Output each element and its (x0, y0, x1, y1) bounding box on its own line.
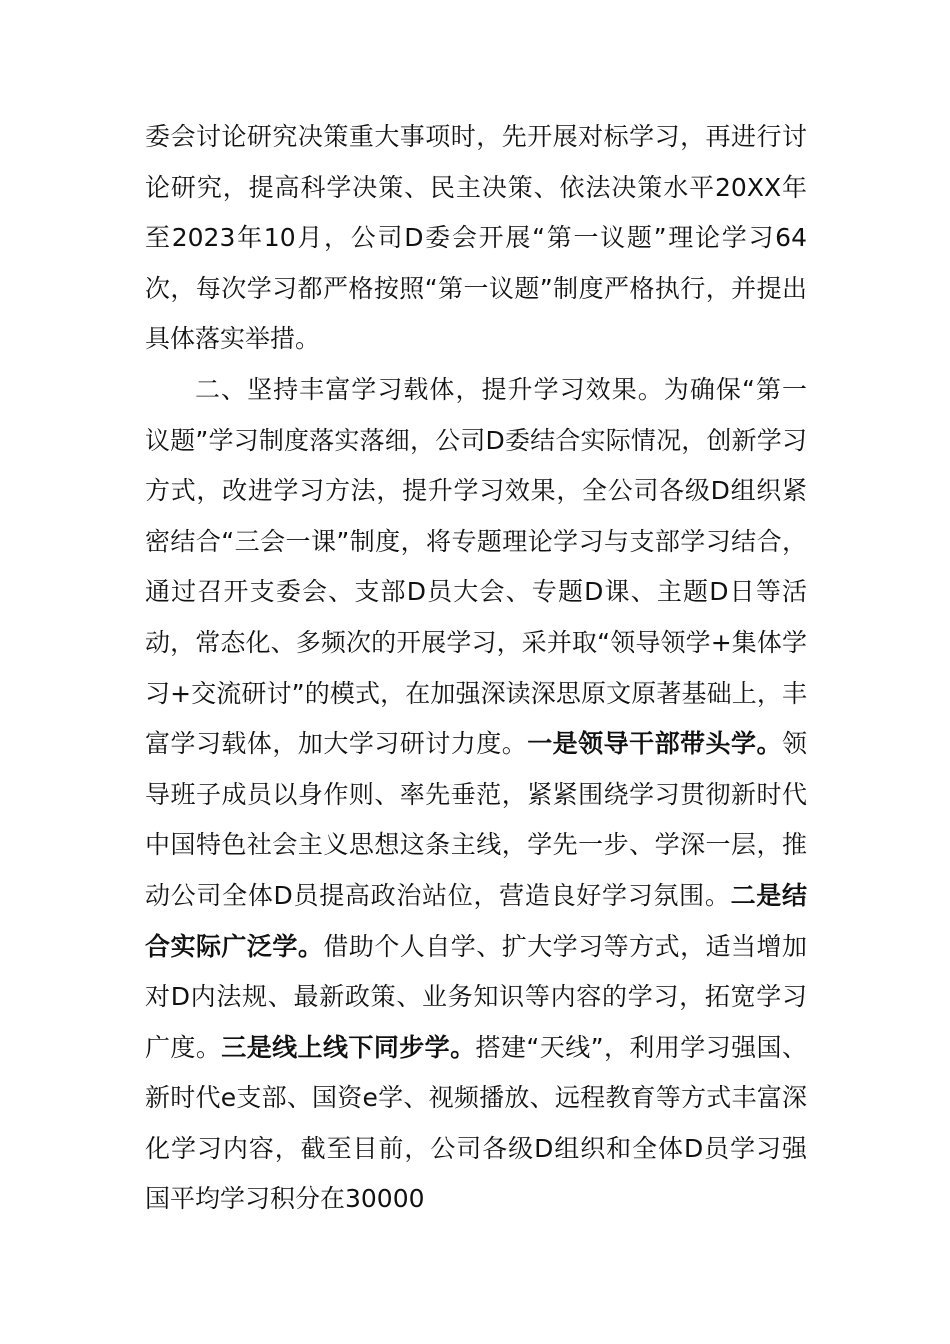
heading-online-offline-learn: 三是线上线下同步学。 (221, 1032, 476, 1062)
heading-leaders-learn: 一是领导干部带头学。 (527, 729, 782, 759)
paragraph-1 (145, 112, 807, 365)
paragraph-2-practical-text: 借助个人自学、扩大学习等方式，适当增加对D内法规、最新政策、业务知识等内容的学习，拓宽学习广度。 (145, 931, 807, 1062)
paragraph-2-intro: 二、坚持丰富学习载体，提升学习效果。为确保“第一议题”学习制度落实落细，公司D委结合实际情况，创新学习方式，改进学习方法，提升学习效果，全公司各级D组织紧密结合“三会一课”制度，将专题理论学习与支部学习结合，通过召开支委会、支部D员大会、专题D课、主题D日等活动，常态化、多频次的开展学习，采并取“领导领学+集体学习+交流研讨”的模式，在加强深读深思原文原著基础上，丰富学习载体，加大学习研讨力度。 (145, 374, 807, 759)
paragraph-2 (145, 365, 807, 1225)
document-page (145, 112, 807, 1225)
paragraph-2-leaders-text: 领导班子成员以身作则、率先垂范，紧紧围绕学习贯彻新时代中国特色社会主义思想这条主线，学先一步、学深一层，推动公司全体D员提高政治站位，营造良好学习氛围。 (145, 729, 807, 910)
paragraph-2-online-text: 搭建“天线”，利用学习强国、新时代e支部、国资e学、视频播放、远程教育等方式丰富深化学习内容，截至目前，公司各级D组织和全体D员学习强国平均学习积分在30000 (145, 1032, 807, 1214)
paragraph-1-text: 委会讨论研究决策重大事项时，先开展对标学习，再进行讨论研究，提高科学决策、民主决策、依法决策水平20XX年至2023年10月，公司D委会开展“第一议题”理论学习64次，每次学习都严格按照“第一议题”制度严格执行，并提出具体落实举措。 (145, 122, 807, 354)
heading-practical-learn: 二是结合实际广泛学。 (145, 880, 807, 961)
